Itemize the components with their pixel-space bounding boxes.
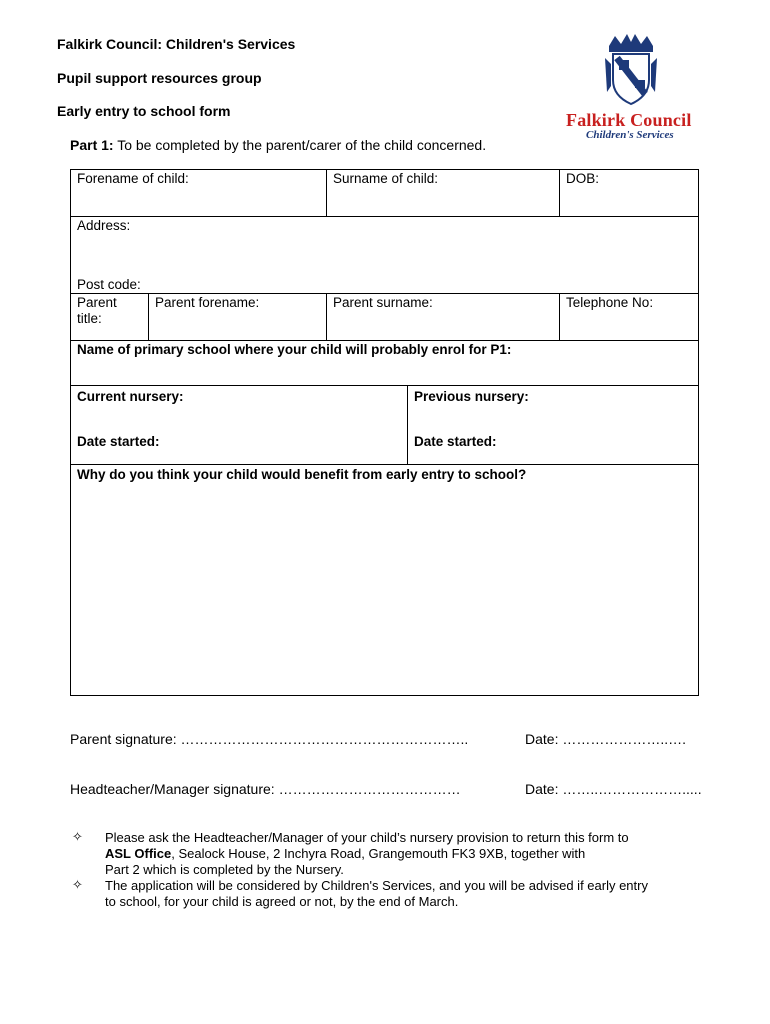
primary-school-label: Name of primary school where your child will probably enrol for P1: — [77, 342, 512, 357]
note1-line3: Part 2 which is completed by the Nursery. — [105, 862, 344, 877]
forename-child-field[interactable] — [70, 169, 327, 217]
diamond-bullet-icon: ✧ — [72, 877, 83, 892]
headteacher-date-line[interactable]: Date: ……..………………..... — [525, 781, 702, 797]
note-application — [105, 878, 745, 910]
telephone-label: Telephone No: — [566, 295, 654, 310]
previous-nursery-label: Previous nursery: — [414, 389, 529, 404]
logo-name: Falkirk Council — [566, 110, 692, 130]
note2-line2: to school, for your child is agreed or not, by the end of March. — [105, 894, 459, 909]
surname-child-field[interactable] — [326, 169, 560, 217]
benefit-reason-field[interactable] — [70, 464, 699, 696]
forename-child-label: Forename of child: — [77, 171, 189, 186]
parent-title-label-2: title: — [77, 311, 102, 326]
part1-text: To be completed by the parent/carer of the child concerned. — [117, 137, 487, 153]
parent-forename-label: Parent forename: — [155, 295, 260, 310]
note-return-form — [105, 830, 745, 878]
date-started-label-2: Date started: — [414, 434, 497, 449]
part1-label: Part 1: — [70, 137, 114, 153]
parent-surname-field[interactable] — [326, 293, 560, 341]
diamond-bullet-icon: ✧ — [72, 829, 83, 844]
parent-signature-line[interactable]: Parent signature: …………………………………………………….. — [70, 731, 469, 747]
current-nursery-label: Current nursery: — [77, 389, 184, 404]
telephone-field[interactable] — [559, 293, 699, 341]
asl-office-label: ASL Office — [105, 846, 172, 861]
council-crest-icon — [605, 34, 657, 106]
logo-subtitle: Children's Services — [586, 129, 674, 141]
parent-date-line[interactable]: Date: …………………..…. — [525, 731, 687, 747]
note1-line2 — [105, 846, 745, 862]
current-nursery-field[interactable] — [70, 385, 408, 465]
previous-nursery-field[interactable] — [407, 385, 699, 465]
dob-field[interactable] — [559, 169, 699, 217]
postcode-label: Post code: — [77, 277, 141, 292]
surname-child-label: Surname of child: — [333, 171, 439, 186]
note2-line1: The application will be considered by Children's Services, and you will be advised if early entry — [105, 878, 648, 893]
headteacher-signature-line[interactable]: Headteacher/Manager signature: ………………………………… — [70, 781, 461, 797]
dob-label: DOB: — [566, 171, 600, 186]
header-subtitle: Pupil support resources group — [57, 70, 262, 86]
parent-title-field[interactable] — [70, 293, 149, 341]
primary-school-field[interactable] — [70, 340, 699, 386]
parent-forename-field[interactable] — [148, 293, 327, 341]
note1-line1: Please ask the Headteacher/Manager of your child’s nursery provision to return this form to — [105, 830, 629, 845]
address-field[interactable] — [70, 216, 699, 294]
benefit-question-label: Why do you think your child would benefit from early entry to school? — [77, 467, 527, 482]
part1-instruction — [70, 137, 486, 153]
form-title: Early entry to school form — [57, 103, 231, 119]
address-label: Address: — [77, 218, 131, 233]
parent-title-label: Parent — [77, 295, 117, 310]
date-started-label-1: Date started: — [77, 434, 160, 449]
header-title: Falkirk Council: Children's Services — [57, 36, 296, 52]
note1-address: , Sealock House, 2 Inchyra Road, Grangemouth FK3 9XB, together with — [171, 846, 586, 861]
parent-surname-label: Parent surname: — [333, 295, 433, 310]
